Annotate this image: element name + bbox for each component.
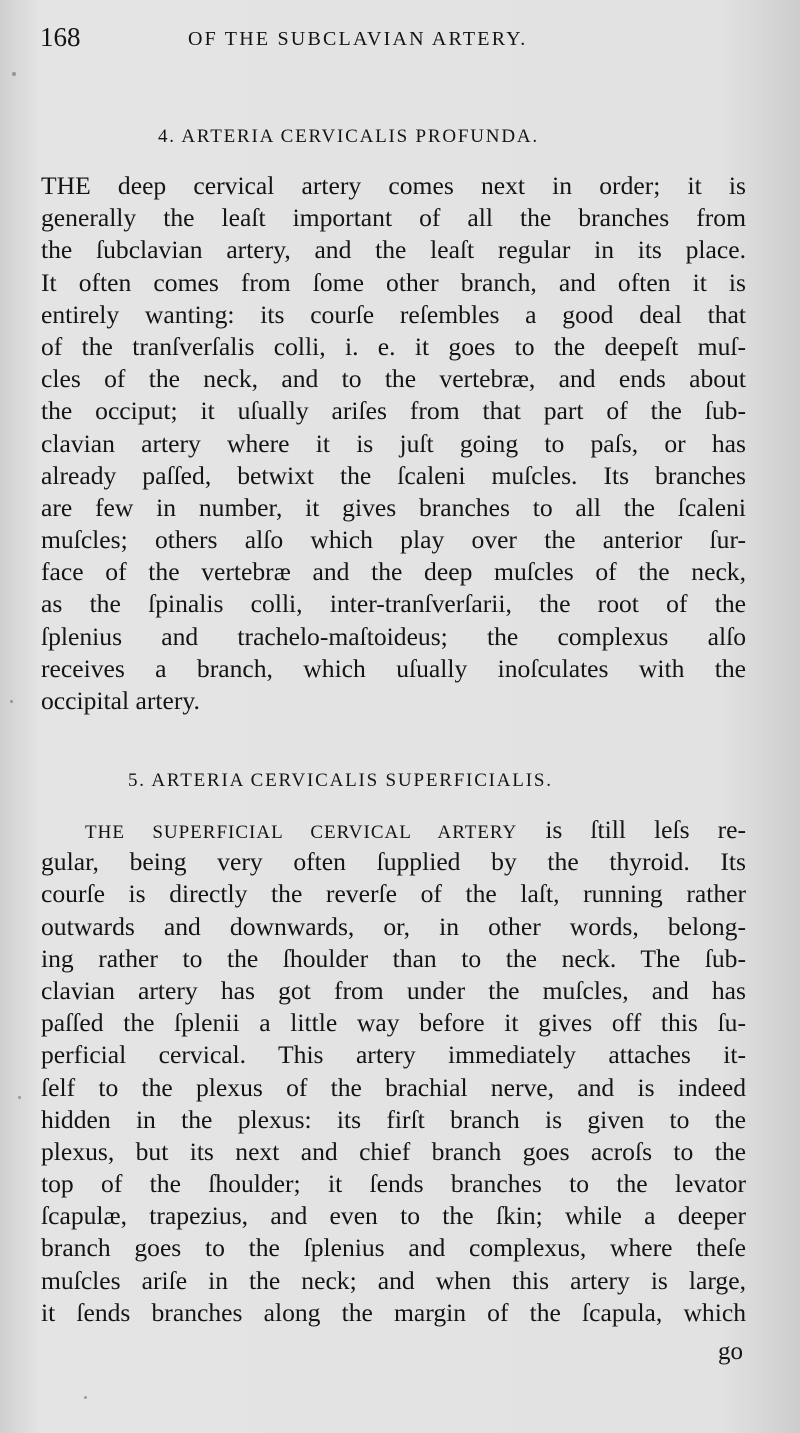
- section-heading-cervicalis-profunda: 4. ARTERIA CERVICALIS PROFUNDA.: [158, 126, 539, 147]
- first-line-rest: is ſtill leſs re-: [517, 815, 746, 844]
- text-line: receives a branch, which uſually inoſculates with the: [41, 653, 746, 683]
- text-line: ſplenius and trachelo-maſtoideus; the complexus alſo: [41, 621, 746, 651]
- text-line: the occiput; it uſually ariſes from that part of the ſub-: [41, 396, 746, 426]
- paper-speck: [12, 72, 16, 76]
- text-line: are few in number, it gives branches to all the ſcaleni: [41, 492, 746, 522]
- text-line: face of the vertebræ and the deep muſcles of the neck,: [41, 557, 746, 587]
- paper-speck: [84, 1396, 87, 1399]
- text-line: it ſends branches along the margin of the ſcapula, which: [41, 1297, 746, 1327]
- text-line: clavian artery where it is juſt going to paſs, or has: [41, 428, 746, 458]
- text-line: occipital artery.: [41, 686, 200, 715]
- paper-speck: [10, 700, 13, 703]
- text-line: courſe is directly the reverſe of the laſt, running rather: [41, 879, 746, 909]
- bleed-through-shadow: [40, 78, 760, 110]
- text-line: gular, being very often ſupplied by the thyroid. Its: [41, 847, 746, 877]
- text-line: generally the leaſt important of all the branches from: [41, 203, 746, 233]
- text-line: the ſubclavian artery, and the leaſt regular in its place.: [41, 235, 746, 265]
- text-line: perficial cervical. This artery immediately attaches it-: [41, 1040, 746, 1070]
- section-body-cervicalis-superficialis: [41, 814, 746, 1329]
- text-line: of the tranſverſalis colli, i. e. it goes to the deepeſt muſ-: [41, 331, 746, 361]
- small-caps-opening: THE SUPERFICIAL CERVICAL ARTERY: [85, 822, 518, 843]
- running-head: OF THE SUBCLAVIAN ARTERY.: [188, 28, 528, 50]
- text-line: clavian artery has got from under the muſcles, and has: [41, 975, 746, 1005]
- text-line: entirely wanting: its courſe reſembles a good deal that: [41, 299, 746, 329]
- catchword: go: [718, 1338, 743, 1365]
- text-line: ſcapulæ, trapezius, and even to the ſkin; while a deeper: [41, 1201, 746, 1231]
- text-line: plexus, but its next and chief branch goes acroſs to the: [41, 1136, 746, 1166]
- text-line: hidden in the plexus: its firſt branch is given to the: [41, 1104, 746, 1134]
- text-line: cles of the neck, and to the vertebræ, and ends about: [41, 364, 746, 394]
- text-line: already paſſed, betwixt the ſcaleni muſcles. Its branches: [41, 460, 746, 490]
- text-line: muſcles; others alſo which play over the anterior ſur-: [41, 525, 746, 555]
- text-line: ſelf to the plexus of the brachial nerve, and is indeed: [41, 1072, 746, 1102]
- page-header: [40, 22, 752, 56]
- section-body-cervicalis-profunda: [41, 170, 746, 717]
- text-line-first: [41, 814, 746, 846]
- text-line: ing rather to the ſhoulder than to the neck. The ſub-: [41, 943, 746, 973]
- text-line: muſcles ariſe in the neck; and when this artery is large,: [41, 1265, 746, 1295]
- section-heading-cervicalis-superficialis: 5. ARTERIA CERVICALIS SUPERFICIALIS.: [128, 770, 553, 791]
- text-line: outwards and downwards, or, in other words, belong-: [41, 911, 746, 941]
- paper-speck: [18, 1096, 21, 1099]
- text-line: branch goes to the ſplenius and complexus, where theſe: [41, 1233, 746, 1263]
- text-line: It often comes from ſome other branch, and often it is: [41, 267, 746, 297]
- text-line: top of the ſhoulder; it ſends branches to the levator: [41, 1169, 746, 1199]
- text-line: as the ſpinalis colli, inter-tranſverſarii, the root of the: [41, 589, 746, 619]
- text-line: paſſed the ſplenii a little way before it gives off this ſu-: [41, 1008, 746, 1038]
- page-number: 168: [40, 22, 81, 52]
- text-line: THE deep cervical artery comes next in order; it is: [41, 171, 746, 200]
